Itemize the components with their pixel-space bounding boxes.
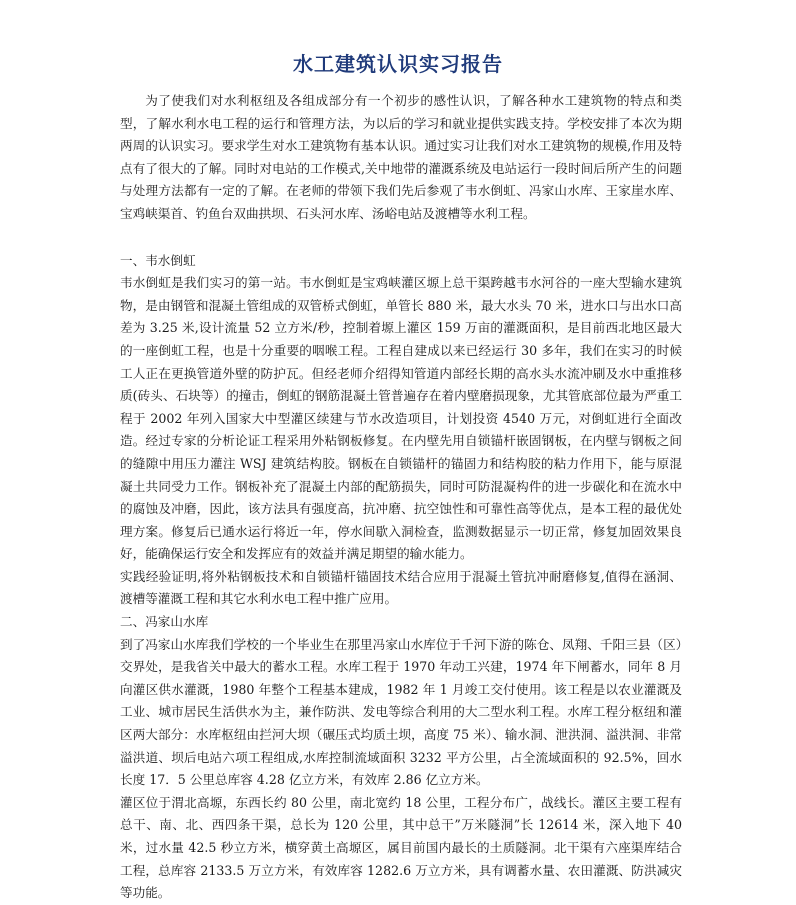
report-body: [120, 90, 682, 905]
siphon-paragraph-2: 实践经验证明,将外粘钢板技术和自锁锚杆锚固技术结合应用于混凝土管抗冲耐磨修复,值得在涵洞、渡槽等灌溉工程和其它水利水电工程中推广应用。: [120, 568, 682, 607]
siphon-paragraph-1: 韦水倒虹是我们实习的第一站。韦水倒虹是宝鸡峡灌区塬上总干渠跨越韦水河谷的一座大型输水建筑物，是由钢管和混凝土管组成的双管桥式倒虹，单管长 880 米，最大水头 70 米，进水口与出水口高差为 3.25 米,设计流量 52 立方米/秒，控制着塬上灌区 159 万亩的灌溉面积，是目前西北地区最大的一座倒虹工程，也是十分重要的咽喉工程。工程自建成以来已经运行 30 多年，我们在实习的时候工人正在更换管道外壁的防护瓦。但经老师介绍得知管道内部经长期的高水头水流冲刷及水中重推移质(砖头、石块等）的撞击，倒虹的钢筋混凝土管普遍存在着内壁磨损现象，尤其管底部位最为严重工程于 2002 年列入国家大中型灌区续建与节水改造项目，计划投资 4540 万元，对倒虹进行全面改造。经过专家的分析论证工程采用外粘钢板修复。在内壁先用自锁锚杆嵌固钢板，在内壁与钢板之间的缝隙中用压力灌注 WSJ 建筑结构胶。钢板在自锁锚杆的锚固力和结构胶的粘力作用下，能与原混凝土共同受力工作。钢板补充了混凝土内部的配筋损失，同时可防混凝构件的进一步碳化和在流水中的腐蚀及冲磨，因此，该方法具有强度高，抗冲磨、抗空蚀性和可靠性高等优点，是本工程的最优处理方案。修复后已通水运行将近一年，停水间歇入洞检查，监测数据显示一切正常，修复加固效果良好，能确保运行安全和发挥应有的效益并满足期望的输水能力。: [120, 275, 682, 562]
section-spacer: [120, 226, 682, 250]
reservoir-paragraph-2: 灌区位于渭北高塬，东西长约 80 公里，南北宽约 18 公里，工程分布广，战线长。灌区主要工程有总干、南、北、西四条干渠，总长为 120 公里，其中总干”万米隧洞”长 12614 米，深入地下 40 米，过水量 42.5 秒立方米，横穿黄土高塬区，属目前国内最长的土质隧洞。北干渠有六座渠库结合工程，总库容 2133.5 万立方米，有效库容 1282.6 万立方米，具有调蓄水量、农田灌溉、防洪减灾等功能。: [120, 794, 682, 901]
section-heading-wei-shui-siphon: 一、韦水倒虹: [120, 252, 196, 268]
section-heading-fengjiashan-reservoir: 二、冯家山水库: [120, 614, 209, 630]
page-title: 水工建筑认识实习报告: [293, 52, 503, 76]
intro-paragraph: 为了使我们对水利枢纽及各组成部分有一个初步的感性认识，了解各种水工建筑物的特点和类型，了解水利水电工程的运行和管理方法，为以后的学习和就业提供实践支持。学校安排了本次为期两周的认识实习。要求学生对水工建筑物有基本认识。通过实习让我们对水工建筑物的规模,作用及特点有了很大的了解。同时对电站的工作模式,关中地带的灌溉系统及电站运行一段时间后所产生的问题与处理方法都有一定的了解。在老师的带领下我们先后参观了韦水倒虹、冯家山水库、王家崖水库、宝鸡峡渠首、钓鱼台双曲拱坝、石头河水库、汤峪电站及渡槽等水利工程。: [120, 93, 682, 221]
reservoir-paragraph-1: 到了冯家山水库我们学校的一个毕业生在那里冯家山水库位于千河下游的陈仓、凤翔、千阳三县（区）交界处，是我省关中最大的蓄水工程。水库工程于 1970 年动工兴建，1974 年下闸蓄水，同年 8 月向灌区供水灌溉，1980 年整个工程基本建成，1982 年 1 月竣工交付使用。该工程是以农业灌溉及工业、城市居民生活供水为主，兼作防洪、发电等综合利用的大二型水利工程。水库工程分枢纽和灌区两大部分：水库枢纽由拦河大坝（碾压式均质土坝，高度 75 米）、输水洞、泄洪洞、溢洪洞、非常溢洪道、坝后电站六项工程组成,水库控制流域面积 3232 平方公里，占全流域面积的 92.5%，回水长度 17．5 公里总库容 4.28 亿立方米，有效库 2.86 亿立方米。: [120, 636, 682, 788]
